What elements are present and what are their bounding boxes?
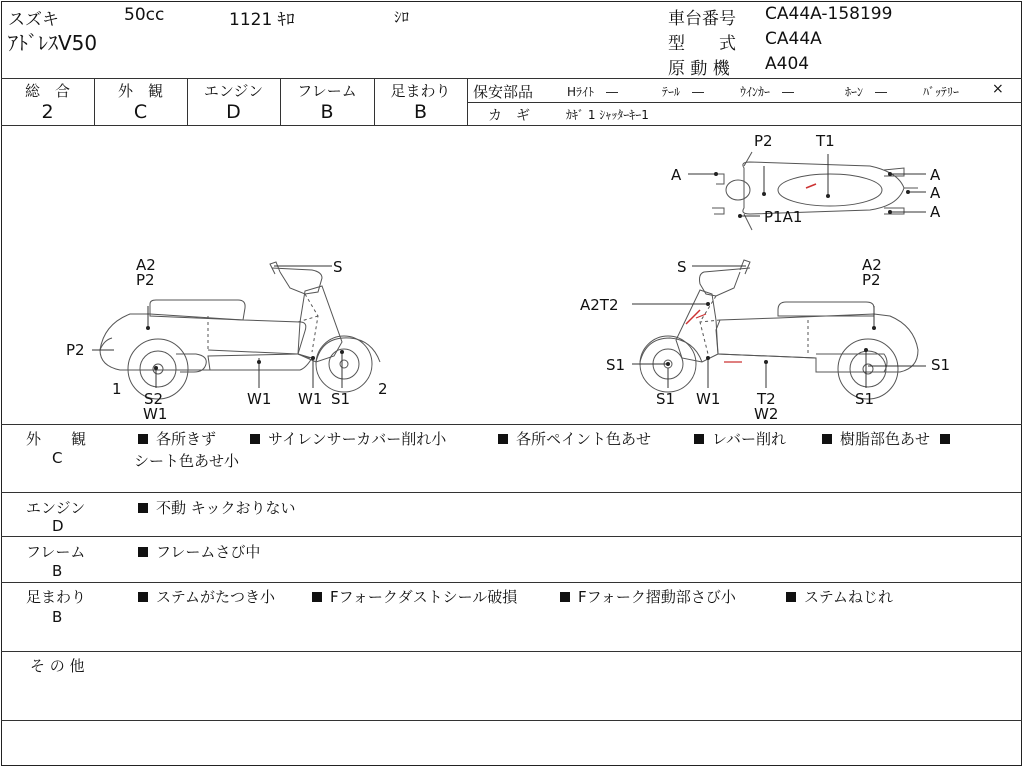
label-right-a2: A2 <box>862 256 882 274</box>
note-exterior-6: シート色あせ小 <box>134 452 240 470</box>
note-suspension-2: Fフォークダストシール破損 <box>312 586 517 607</box>
maker: スズキ <box>8 10 59 30</box>
label-right-s: S <box>677 258 687 276</box>
label-left-w1-front: W1 <box>298 390 323 408</box>
label-right-s1-wheel: S1 <box>656 390 676 408</box>
grade-value-exterior: C <box>133 101 148 123</box>
bullet-icon <box>250 434 260 444</box>
section-label-engine: エンジン <box>26 499 86 517</box>
bullet-icon <box>138 592 148 602</box>
divider <box>1 720 1022 721</box>
label-right-w2: W2 <box>754 405 779 423</box>
divider <box>1 492 1022 493</box>
bullet-icon <box>138 434 148 444</box>
label-left-p2-rear: P2 <box>66 341 85 359</box>
bullet-icon <box>138 503 148 513</box>
label-top-t1: T1 <box>816 132 835 150</box>
bullet-icon <box>822 434 832 444</box>
divider <box>1 78 1022 79</box>
divider <box>467 78 468 125</box>
label-right-t2: T2 <box>757 390 776 408</box>
bullet-icon <box>498 434 508 444</box>
note-exterior-2: サイレンサーカバー削れ小 <box>250 428 446 449</box>
engine-value: A404 <box>765 54 810 74</box>
label-left-a2: A2 <box>136 256 156 274</box>
section-label-exterior: 外 観 <box>26 430 87 448</box>
bullet-icon <box>786 592 796 602</box>
safety-winker: ｳｲﾝｶｰ ― <box>740 85 795 99</box>
label-left-s1: S1 <box>331 390 351 408</box>
divider <box>1 582 1022 583</box>
battery-status-mark: × <box>992 81 1004 97</box>
section-label-other: そ の 他 <box>30 657 85 675</box>
label-left-2: 2 <box>378 380 388 398</box>
note-suspension-1: ステムがたつき小 <box>138 586 275 607</box>
label-right-w1: W1 <box>696 390 721 408</box>
chassis-value: CA44A-158199 <box>765 4 893 24</box>
label-left-s: S <box>333 258 343 276</box>
label-right-a2t2: A2T2 <box>580 296 619 314</box>
bullet-icon <box>138 547 148 557</box>
label-left-w1-rear: W1 <box>143 405 168 423</box>
section-label-suspension: 足まわり <box>26 588 87 606</box>
grade-value-overall: 2 <box>41 101 54 123</box>
note-suspension-4: ステムねじれ <box>786 586 893 607</box>
grade-value-engine: D <box>226 101 241 123</box>
section-grade-engine: D <box>52 517 64 535</box>
note-suspension-3: Fフォーク摺動部さび小 <box>560 586 736 607</box>
divider <box>1 536 1022 537</box>
bullet-icon <box>940 434 950 444</box>
key-label: カ ギ <box>488 108 530 124</box>
bullet-icon <box>312 592 322 602</box>
bullet-icon <box>694 434 704 444</box>
label-top-p2: P2 <box>754 132 773 150</box>
note-exterior-1: 各所きず <box>138 428 216 449</box>
key-value: ｶｷﾞ 1 ｼｬｯﾀｰｷｰ1 <box>566 108 649 122</box>
section-grade-suspension: B <box>52 608 63 626</box>
label-left-1: 1 <box>112 380 122 398</box>
note-frame-1: フレームさび中 <box>138 541 260 562</box>
note-exterior-5: 樹脂部色あせ <box>822 428 958 449</box>
label-right-s1-rear: S1 <box>931 356 951 374</box>
mileage: 1121 ｷﾛ <box>229 10 295 30</box>
label-top-p1a1: P1A1 <box>764 208 803 226</box>
label-right-p2: P2 <box>862 271 881 289</box>
divider <box>1 424 1022 425</box>
label-left-s2: S2 <box>144 390 164 408</box>
grade-title-exterior: 外 観 <box>117 82 163 100</box>
label-top-a-1: A <box>930 166 941 184</box>
bullet-icon <box>560 592 570 602</box>
displacement: 50cc <box>124 5 165 25</box>
label-top-a-left: A <box>671 166 682 184</box>
section-grade-frame: B <box>52 562 63 580</box>
grade-title-engine: エンジン <box>203 82 264 100</box>
label-top-a-2: A <box>930 184 941 202</box>
safety-title: 保安部品 <box>473 83 534 101</box>
label-left-p2-top: P2 <box>136 271 155 289</box>
safety-battery: ﾊﾞｯﾃﾘｰ <box>923 85 960 99</box>
grade-value-frame: B <box>320 101 334 123</box>
note-engine-1: 不動 キックおりない <box>138 497 295 518</box>
divider <box>1 651 1022 652</box>
safety-tail: ﾃｰﾙ ― <box>662 85 705 99</box>
grade-value-suspension: B <box>413 101 428 123</box>
grade-title-frame: フレーム <box>297 82 357 100</box>
engine-label: 原 動 機 <box>668 59 730 79</box>
grade-title-overall: 総 合 <box>24 82 70 100</box>
label-right-s1-front: S1 <box>606 356 626 374</box>
section-label-frame: フレーム <box>26 543 86 561</box>
type-value: CA44A <box>765 29 822 49</box>
chassis-label: 車台番号 <box>668 9 736 29</box>
note-exterior-3: 各所ペイント色あせ <box>498 428 651 449</box>
divider <box>468 102 1022 103</box>
label-top-a-3: A <box>930 203 941 221</box>
label-left-w1-mid: W1 <box>247 390 272 408</box>
note-exterior-4: レバー削れ <box>694 428 786 449</box>
section-grade-exterior: C <box>52 449 63 467</box>
model-name: ｱﾄﾞﾚｽV50 <box>8 31 98 55</box>
grade-title-suspension: 足まわり <box>390 82 451 100</box>
safety-horn: ﾎｰﾝ ― <box>845 85 888 99</box>
scooter-top-view <box>712 152 918 230</box>
label-right-s1-bottom: S1 <box>855 390 875 408</box>
color: ｼﾛ <box>394 8 410 26</box>
type-label: 型 式 <box>668 34 736 54</box>
safety-headlight: Hﾗｲﾄ ― <box>567 85 619 99</box>
